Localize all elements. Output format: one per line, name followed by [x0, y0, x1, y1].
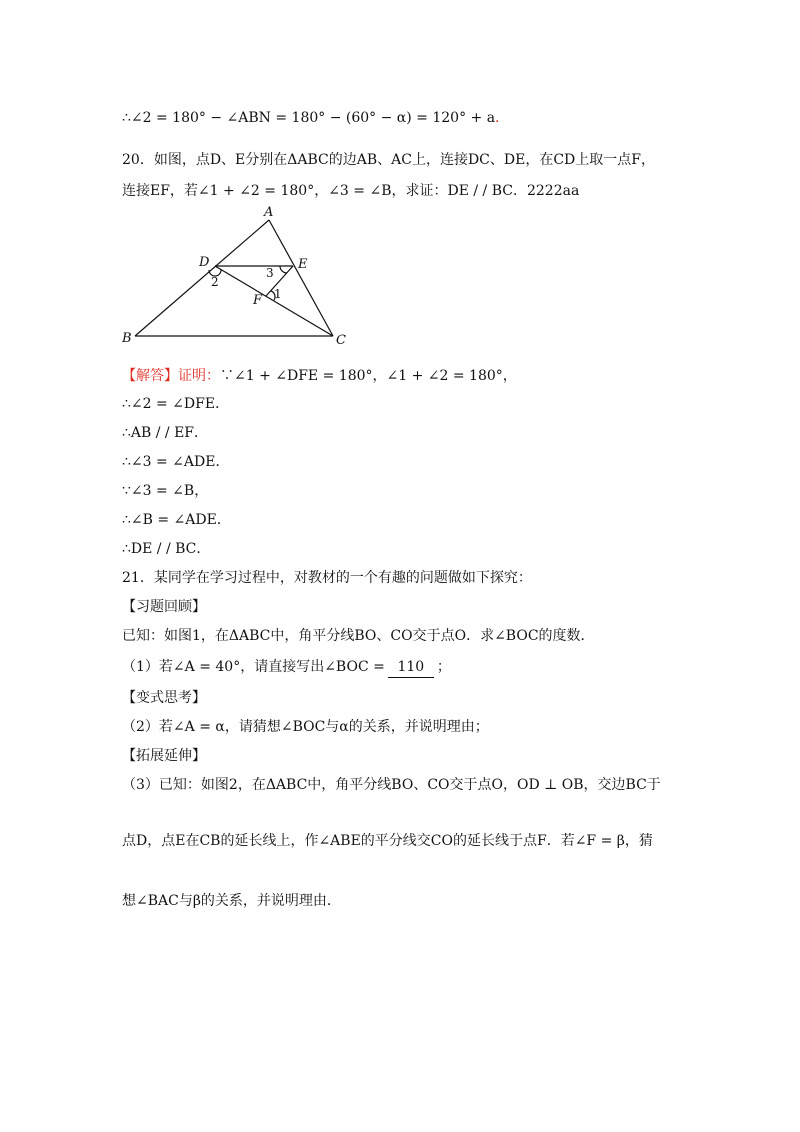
q21-part1-answer: 110 — [388, 657, 434, 678]
label-c: C — [336, 333, 346, 348]
solution-tag: 【解答】证明： — [122, 368, 220, 384]
q21-part2: （2）若∠A = α，请猜想∠BOC与α的关系，并说明理由； — [122, 719, 489, 735]
solution-first-text: ∵∠1 + ∠DFE = 180°，∠1 + ∠2 = 180°， — [220, 368, 517, 384]
solution-step: ∴∠2 = ∠DFE． — [122, 396, 230, 412]
segment-ab — [135, 220, 269, 336]
label-e: E — [298, 257, 308, 272]
q21-part3-line2: 点D，点E在CB的延长线上，作∠ABE的平分线交CO的延长线于点F．若∠F = β，猜 — [122, 833, 653, 849]
label-angle-3: 3 — [266, 266, 274, 280]
previous-solution-text: ∴∠2 = 180° − ∠ABN = 180° − (60° − α) = 120° + a — [122, 110, 496, 126]
q20-solution-first-line — [122, 366, 517, 386]
q21-heading-review: 【习题回顾】 — [122, 599, 206, 615]
q20-statement-line1: 20．如图，点D、E分别在ΔABC的边AB、AC上，连接DC、DE，在CD上取一点F， — [122, 152, 655, 168]
q21-part1-question: （1）若∠A = 40°，请直接写出∠BOC = — [122, 659, 385, 675]
label-angle-2: 2 — [211, 275, 219, 289]
solution-step: ∴AB / / EF． — [122, 425, 209, 441]
q21-heading-extension: 【拓展延伸】 — [122, 748, 206, 764]
label-angle-1: 1 — [274, 287, 282, 301]
solution-step: ∴DE / / BC． — [122, 541, 211, 557]
segment-dc — [215, 266, 333, 336]
q21-part1 — [122, 657, 451, 678]
q21-part3-line3: 想∠BAC与β的关系，并说明理由． — [122, 893, 341, 909]
label-d: D — [199, 255, 210, 270]
q20-triangle-figure — [122, 200, 362, 360]
solution-step: ∴∠B = ∠ADE． — [122, 512, 231, 528]
q21-part3-line1: （3）已知：如图2，在ΔABC中，角平分线BO、CO交于点O，OD ⊥ OB，交边BC于 — [122, 777, 661, 793]
q21-intro: 21．某同学在学习过程中，对教材的一个有趣的问题做如下探究： — [122, 570, 532, 586]
segment-ac — [269, 220, 333, 336]
label-b: B — [122, 331, 132, 346]
solution-step: ∵∠3 = ∠B， — [122, 483, 209, 499]
q21-part1-end: ； — [436, 659, 451, 675]
solution-step: ∴∠3 = ∠ADE． — [122, 454, 230, 470]
previous-solution-line: ∴∠2 = 180° − ∠ABN = 180° − (60° − α) = 120° + a. — [122, 110, 500, 126]
label-a: A — [264, 205, 274, 220]
q21-given: 已知：如图1，在ΔABC中，角平分线BO、CO交于点O．求∠BOC的度数． — [122, 628, 595, 644]
q21-heading-variant: 【变式思考】 — [122, 690, 206, 706]
angle-3-arc — [280, 266, 287, 273]
label-f: F — [253, 293, 263, 308]
q20-statement-line2: 连接EF，若∠1 + ∠2 = 180°，∠3 = ∠B，求证：DE / / BC．2222aa — [122, 183, 580, 199]
